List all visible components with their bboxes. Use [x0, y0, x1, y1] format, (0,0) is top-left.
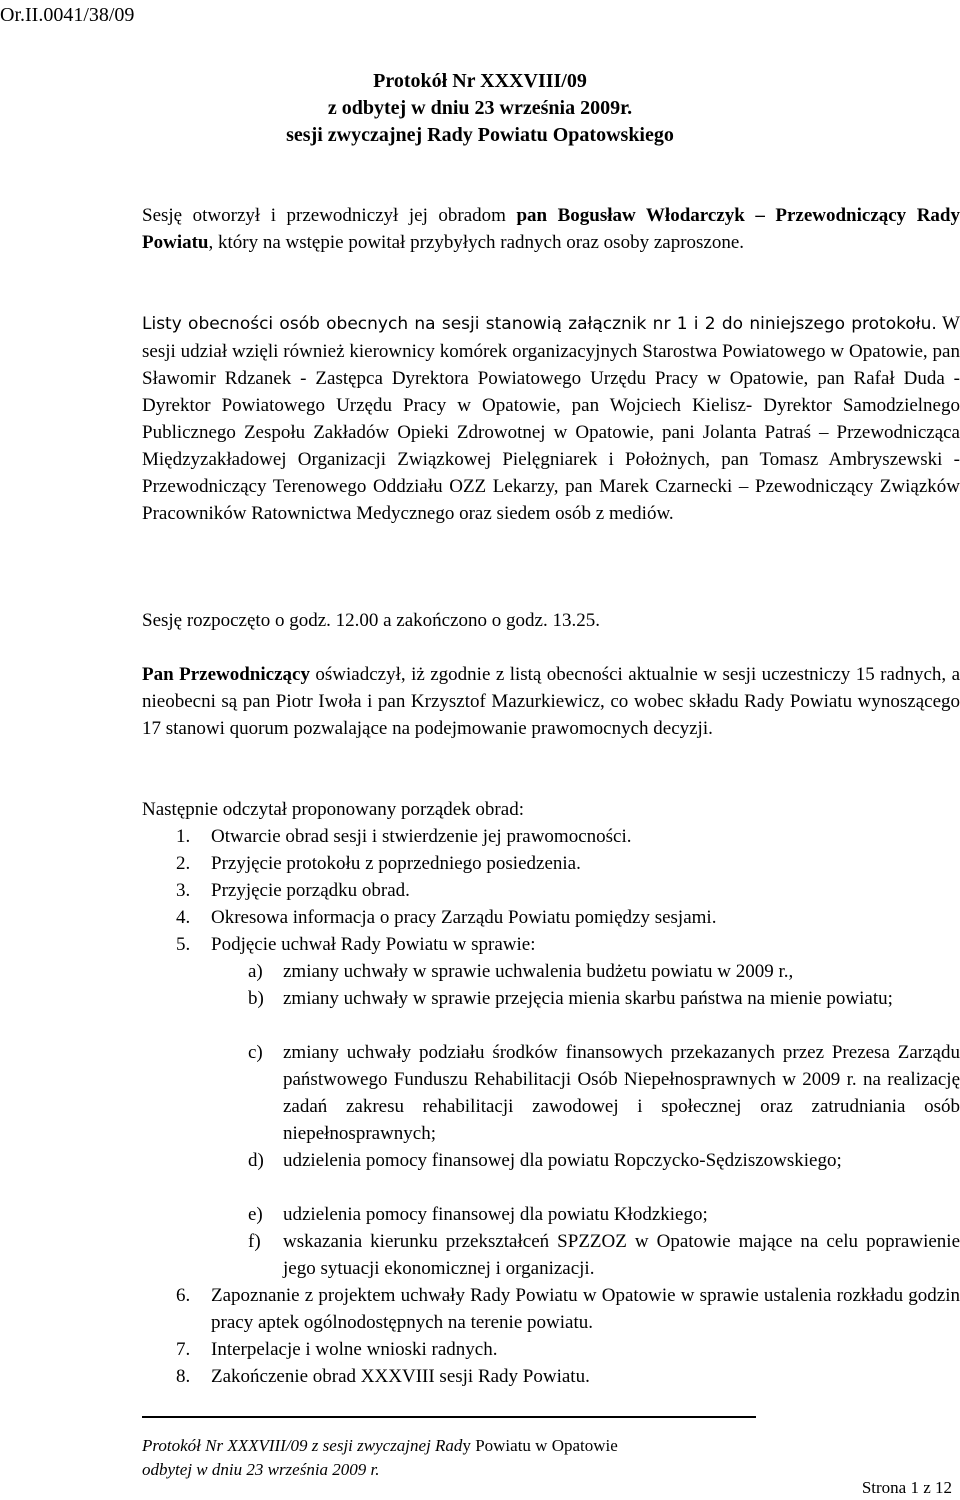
subitem-letter: d) — [248, 1150, 264, 1171]
subitem-text: zmiany uchwały podziału środków finansowych przekazanych przez Prezesa Zarządu państwowego Funduszu Rehabilitacji Osób Niepełnosprawnych w 2009 r. na realizację zadań zakresu rehabilitacji zawodowej i społecznej oraz zatrudniania osób niepełnosprawnych; — [283, 1042, 960, 1144]
subitem-letter: b) — [248, 988, 264, 1009]
opening-text-1: Sesję otworzył i przewodniczył jej obradom — [142, 205, 517, 226]
document-reference: Or.II.0041/38/09 — [0, 4, 135, 26]
agenda-item: Otwarcie obrad sesji i stwierdzenie jej prawomocności. — [211, 826, 632, 847]
subitem-text: zmiany uchwały w sprawie przejęcia mienia skarbu państwa na mienie powiatu; — [283, 988, 893, 1009]
footer-divider — [142, 1416, 756, 1418]
footer-line-1 — [142, 1434, 618, 1458]
subitem-text: zmiany uchwały w sprawie uchwalenia budżetu powiatu w 2009 r., — [283, 961, 794, 982]
paragraph-quorum — [142, 661, 960, 742]
subitem-letter: e) — [248, 1204, 263, 1225]
title-line-1: Protokół Nr XXXVIII/09 — [373, 70, 587, 92]
subitem-text: wskazania kierunku przekształceń SPZZOZ w Opatowie mające na celu poprawienie jego sytuacji ekonomicznej i organizacji. — [283, 1231, 960, 1279]
agenda-number: 5. — [176, 934, 191, 955]
guests-text: W sesji udział wzięli również kierownicy komórek organizacyjnych Starostwa Powiatowego w Opatowie, pan Sławomir Rdzanek - Zastępca Dyrektora Powiatowego Urzędu Pracy w Opatowie, pan Rafał Duda - Dyrektor Powiatowego Urzędu Pracy w Opatowie, pan Wojciech Kielisz- Dyrektor Samodzielnego Publicznego Zespołu Zakładów Opieki Zdrowotnej w Opatowie, pani Jolanta Patraś – Przewodnicząca Międzyzakładowej Organizacji Związkowej Pielęgniarek i Położnych, pan Tomasz Ambryszewski - Przewodniczący Terenowego Oddziału OZZ Lekarzy, pan Marek Czarnecki – Pzewodniczący Związków Pracowników Ratownictwa Medycznego oraz siedem osób z mediów. — [142, 313, 960, 524]
agenda-number: 1. — [176, 826, 191, 847]
page-number: Strona 1 z 12 — [861, 1478, 952, 1497]
title-line-2: z odbytej w dniu 23 września 2009r. — [327, 97, 633, 119]
agenda-item: Zapoznanie z projektem uchwały Rady Powiatu w Opatowie w sprawie ustalenia rozkładu godzin pracy aptek ogólnodostępnych na terenie powiatu. — [211, 1285, 960, 1333]
agenda-item: Interpelacje i wolne wnioski radnych. — [211, 1339, 498, 1360]
agenda-number: 3. — [176, 880, 191, 901]
agenda-number: 2. — [176, 853, 191, 874]
paragraph-attendance — [142, 310, 960, 527]
opening-text-2: , który na wstępie powitał przybyłych radnych oraz osoby zaproszone. — [208, 232, 745, 253]
agenda-number: 4. — [176, 907, 191, 928]
agenda-number: 8. — [176, 1366, 191, 1387]
agenda-item: Przyjęcie porządku obrad. — [211, 880, 410, 901]
agenda-item: Zakończenie obrad XXXVIII sesji Rady Powiatu. — [211, 1366, 590, 1387]
quorum-speaker: Pan Przewodniczący — [142, 664, 310, 685]
quorum-text: oświadczył, iż zgodnie z listą obecności aktualnie w sesji uczestniczy 15 radnych, a nieobecni są pan Piotr Iwoła i pan Krzysztof Mazurkiewicz, co wobec składu Rady Powiatu wynoszącego 17 stanowi quorum pozwalające na podejmowanie prawomocnych decyzji. — [142, 664, 960, 739]
footer-date-text: odbytej w dniu 23 września 2009 r. — [142, 1460, 380, 1479]
footer-line-2 — [142, 1458, 380, 1482]
subitem-text: udzielenia pomocy finansowej dla powiatu Ropczycko-Sędziszowskiego; — [283, 1150, 842, 1171]
agenda-item: Przyjęcie protokołu z poprzedniego posiedzenia. — [211, 853, 581, 874]
agenda-item: Podjęcie uchwał Rady Powiatu w sprawie: — [211, 934, 536, 955]
agenda-intro: Następnie odczytał proponowany porządek obrad: — [142, 799, 524, 820]
footer-italic-text: Protokół Nr XXXVIII/09 z sesji zwyczajnej Rad — [142, 1436, 463, 1455]
subitem-letter: c) — [248, 1042, 263, 1063]
attendance-lists-text: Listy obecności osób obecnych na sesji stanowią załącznik nr 1 i 2 do niniejszego protokołu. — [142, 314, 937, 334]
title-line-3: sesji zwyczajnej Rady Powiatu Opatowskiego — [286, 124, 674, 146]
subitem-text: udzielenia pomocy finansowej dla powiatu Kłodzkiego; — [283, 1204, 708, 1225]
paragraph-session-time: Sesję rozpoczęto o godz. 12.00 a zakończono o godz. 13.25. — [142, 610, 600, 631]
chairman-name: pan Bogusław Włodarczyk – Przewodniczący Rady Powiatu — [142, 205, 960, 253]
subitem-letter: f) — [248, 1231, 261, 1252]
agenda-item: Okresowa informacja o pracy Zarządu Powiatu pomiędzy sesjami. — [211, 907, 717, 928]
subitem-letter: a) — [248, 961, 263, 982]
agenda-number: 7. — [176, 1339, 191, 1360]
paragraph-opening — [142, 202, 960, 256]
agenda-number: 6. — [176, 1285, 191, 1306]
footer-regular-text: y Powiatu w Opatowie — [462, 1436, 618, 1455]
